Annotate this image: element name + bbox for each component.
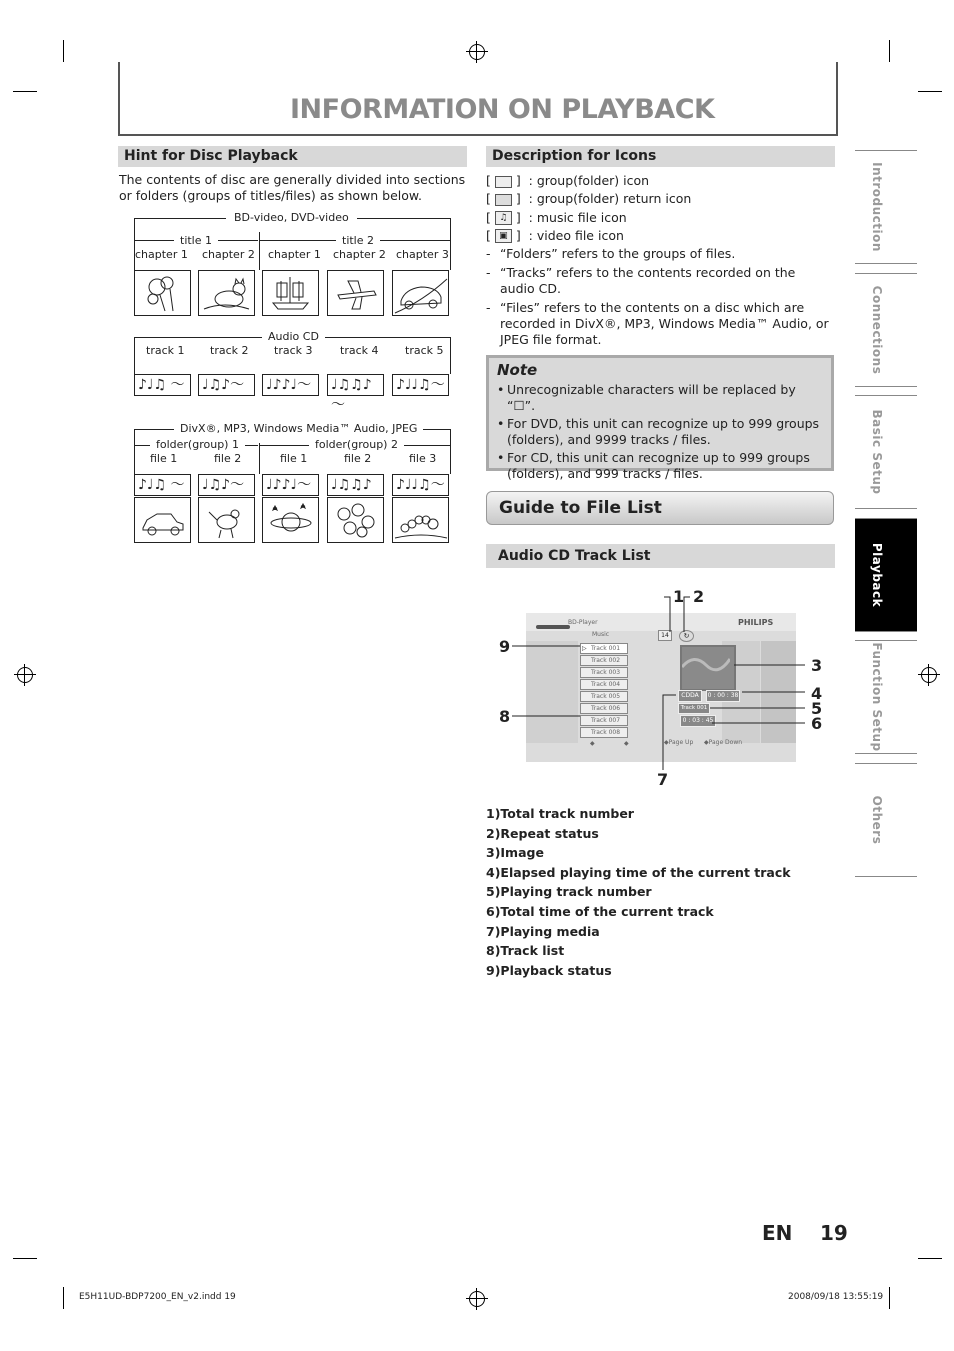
tab-connections[interactable] xyxy=(855,273,917,387)
callout-8: 8 xyxy=(499,707,511,726)
music-notes-icon: ♪♩♩♫～ xyxy=(392,374,449,396)
note-text: For CD, this unit can recognize up to 999 groups (folders), and 999 tracks / files. xyxy=(507,450,810,481)
note-content xyxy=(489,358,831,481)
bullet-item: - “Files” refers to the contents on a disc which are recorded in DivX®, MP3, Windows Media™ Audio, or JPEG file format. xyxy=(486,300,831,348)
chapter-label: chapter 2 xyxy=(202,248,255,261)
track-row[interactable]: Track 003 xyxy=(580,667,628,678)
legend-item: 1)Total track number xyxy=(486,806,634,821)
registration-mark-icon xyxy=(469,44,485,60)
chapter-label: chapter 1 xyxy=(135,248,188,261)
legend-item: 2)Repeat status xyxy=(486,825,599,841)
page-up-button[interactable]: ◆Page Up xyxy=(664,739,694,746)
track-label: track 1 xyxy=(146,344,185,357)
legend-item: 3)Image xyxy=(486,845,544,861)
icon-desc: : group(folder) icon xyxy=(528,173,650,188)
note-text: For DVD, this unit can recognize up to 999 groups (folders), and 9999 tracks / files. xyxy=(507,416,820,447)
music-notes-icon: ♩♪♪♩～ xyxy=(262,474,319,496)
hint-intro: The contents of disc are generally divided into sections or folders (groups of titles/files) as shown below. xyxy=(119,172,466,203)
crop-mark xyxy=(13,91,37,92)
folder-return-icon xyxy=(495,194,512,206)
ship-image-icon xyxy=(262,270,319,316)
track-row[interactable]: Track 005 xyxy=(580,691,628,702)
registration-mark-icon xyxy=(469,1291,485,1307)
chapter-label: chapter 1 xyxy=(268,248,321,261)
flower-image-icon xyxy=(134,270,191,316)
music-file-icon: ♫ xyxy=(495,211,512,225)
folder-name: Music xyxy=(592,631,610,638)
cd-label: Audio CD xyxy=(262,330,325,343)
note-heading: Note xyxy=(497,361,538,379)
icon-row: [ ♫ ] : music file icon xyxy=(486,209,627,225)
track-row[interactable]: Track 006 xyxy=(580,703,628,714)
icons-bullets xyxy=(486,246,831,348)
nav-diamond-icon: ◆ xyxy=(590,740,595,747)
track-label: track 3 xyxy=(274,344,313,357)
icon-row: [ ▣ ] : video file icon xyxy=(486,227,624,243)
crop-mark xyxy=(63,1287,64,1309)
music-notes-icon: ♩♫♫♪ xyxy=(327,474,384,496)
music-notes-icon: ♪♩♫ ～ xyxy=(134,374,191,396)
page-down-label: Page Down xyxy=(708,739,743,746)
divider xyxy=(134,429,135,474)
legend-item: 8)Track list xyxy=(486,943,565,959)
music-notes-icon: ♩♫♫♪～ xyxy=(327,374,384,396)
divider xyxy=(259,443,260,474)
bullet-item: - “Tracks” refers to the contents recorded on the audio CD. xyxy=(486,265,831,297)
bullet-item: - “Folders” refers to the groups of files. xyxy=(486,246,831,262)
nav-diamond-icon: ◆ xyxy=(624,740,629,747)
tab-label: Playback xyxy=(870,542,884,608)
callout-lines xyxy=(500,585,830,785)
playing-media: CDDA xyxy=(678,690,702,702)
tab-label: Introduction xyxy=(870,162,884,252)
music-notes-icon: ♩♫♪～ xyxy=(198,374,255,396)
total-track-number: 14 xyxy=(658,630,672,641)
footer-date: 2008/09/18 13:55:19 xyxy=(788,1292,884,1302)
title2-label: title 2 xyxy=(336,234,380,247)
music-notes-icon: ♩♪♪♩～ xyxy=(262,374,319,396)
divider xyxy=(134,337,135,374)
play-status-icon: ▷ xyxy=(582,645,587,652)
track-row[interactable]: Track 008 xyxy=(580,727,628,738)
total-time: 0 : 03 : 45 xyxy=(680,715,716,727)
callout-5: 5 xyxy=(811,699,823,718)
note-text: Unrecognizable characters will be replaced by “☐”. xyxy=(507,382,796,413)
music-notes-icon: ♪♩♫ ～ xyxy=(134,474,191,496)
tab-label: Function Setup xyxy=(870,642,884,752)
icon-desc: : group(folder) return icon xyxy=(528,191,692,207)
divider xyxy=(259,232,260,270)
divider xyxy=(450,218,451,270)
bird-image-icon xyxy=(198,497,255,543)
icon-row: [ ] : group(folder) icon xyxy=(486,173,650,188)
title1-label: title 1 xyxy=(174,234,218,247)
callout-2: 2 xyxy=(693,587,705,606)
folder1-label: folder(group) 1 xyxy=(150,438,245,451)
callout-3: 3 xyxy=(811,656,823,675)
planet-image-icon xyxy=(262,497,319,543)
tab-basic-setup[interactable] xyxy=(855,395,917,509)
icons-heading: Description for Icons xyxy=(486,146,835,167)
airplane-image-icon xyxy=(327,270,384,316)
note-item: • Unrecognizable characters will be replaced by “☐”. xyxy=(497,382,823,414)
music-notes-icon: ♪♩♩♫～ xyxy=(392,474,449,496)
music-notes-icon: ♩♫♪～ xyxy=(198,474,255,496)
icon-list xyxy=(486,173,836,246)
crop-mark xyxy=(889,1287,890,1309)
note-box xyxy=(486,355,834,481)
legend-item: 7)Playing media xyxy=(486,923,600,939)
current-track: Track 001 xyxy=(678,703,710,714)
callout-4: 4 xyxy=(811,684,823,703)
file-label: file 2 xyxy=(214,452,242,465)
video-file-icon: ▣ xyxy=(495,229,512,243)
elapsed-time: 0 : 00 : 38 xyxy=(706,690,740,702)
repeat-icon: ↻ xyxy=(679,630,694,642)
divx-label: DivX®, MP3, Windows Media™ Audio, JPEG xyxy=(174,422,423,435)
callout-1: 1 xyxy=(673,587,685,606)
registration-mark-icon xyxy=(17,667,33,683)
crop-mark xyxy=(918,91,942,92)
folder2-label: folder(group) 2 xyxy=(309,438,404,451)
page-title: INFORMATION ON PLAYBACK xyxy=(290,94,715,125)
caterpillar-image-icon xyxy=(392,497,449,543)
callout-9: 9 xyxy=(499,637,511,656)
callout-6: 6 xyxy=(811,714,823,733)
crop-mark xyxy=(918,1258,942,1259)
divider xyxy=(450,429,451,474)
crop-mark xyxy=(13,1258,37,1259)
track-label: track 2 xyxy=(210,344,249,357)
tab-function-setup[interactable] xyxy=(855,640,917,754)
track-label: track 5 xyxy=(405,344,444,357)
note-item: • For CD, this unit can recognize up to 999 groups (folders), and 999 tracks / files. xyxy=(497,450,823,482)
track-row[interactable]: Track 002 xyxy=(580,655,628,666)
tab-introduction[interactable] xyxy=(855,150,917,264)
icon-desc: : video file icon xyxy=(528,227,624,243)
hint-heading: Hint for Disc Playback xyxy=(118,146,467,167)
track-row[interactable]: Track 007 xyxy=(580,715,628,726)
legend-item: 4)Elapsed playing time of the current track xyxy=(486,864,791,880)
file-label: file 1 xyxy=(280,452,308,465)
divider xyxy=(134,218,135,270)
page-number: 19 xyxy=(820,1221,848,1245)
icon-desc: : music file icon xyxy=(528,209,627,225)
crop-mark xyxy=(889,40,890,62)
divider xyxy=(450,337,451,374)
car-image-icon xyxy=(134,497,191,543)
tab-label: Basic Setup xyxy=(870,409,884,495)
tab-playback[interactable] xyxy=(855,518,917,632)
language-code: EN xyxy=(762,1221,793,1245)
note-item: • For DVD, this unit can recognize up to 999 groups (folders), and 9999 tracks / files. xyxy=(497,416,823,448)
file-label: file 3 xyxy=(409,452,437,465)
track-label: track 4 xyxy=(340,344,379,357)
legend-item: 5)Playing track number xyxy=(486,884,652,900)
bd-label: BD-video, DVD-video xyxy=(226,211,357,224)
tab-label: Others xyxy=(870,795,884,845)
chapter-label: chapter 2 xyxy=(333,248,386,261)
title-frame xyxy=(118,62,838,136)
footer-file: E5H11UD-BDP7200_EN_v2.indd 19 xyxy=(79,1292,236,1302)
crop-mark xyxy=(63,40,64,62)
car-image-icon xyxy=(392,270,449,316)
bullet-text: “Tracks” refers to the contents recorded on the audio CD. xyxy=(500,265,796,296)
track-row[interactable]: Track 004 xyxy=(580,679,628,690)
legend-item: 6)Total time of the current track xyxy=(486,903,714,919)
track-row[interactable]: Track 001 xyxy=(580,643,628,654)
chapter-label: chapter 3 xyxy=(396,248,449,261)
guide-heading: Guide to File List xyxy=(486,491,834,525)
callout-7: 7 xyxy=(657,770,669,789)
app-name: BD-Player xyxy=(568,619,598,626)
tab-label: Connections xyxy=(870,285,884,375)
page-up-label: Page Up xyxy=(668,739,694,746)
icon-row: [ ] : group(folder) return icon xyxy=(486,191,692,207)
flowers-image-icon xyxy=(327,497,384,543)
file-label: file 2 xyxy=(344,452,372,465)
brand-logo: PHILIPS xyxy=(738,618,774,627)
bullet-text: “Folders” refers to the groups of files. xyxy=(500,246,736,261)
folder-icon xyxy=(495,176,512,188)
file-label: file 1 xyxy=(150,452,178,465)
callout-legend xyxy=(486,806,826,982)
tab-others[interactable] xyxy=(855,763,917,877)
bullet-text: “Files” refers to the contents on a disc which are recorded in DivX®, MP3, Windows Media™ Audio, or JPEG file format. xyxy=(500,300,829,347)
audio-cd-heading: Audio CD Track List xyxy=(486,544,835,568)
registration-mark-icon xyxy=(921,667,937,683)
page-down-button[interactable]: ◆Page Down xyxy=(704,739,743,746)
cat-image-icon xyxy=(198,270,255,316)
legend-item: 9)Playback status xyxy=(486,962,612,978)
